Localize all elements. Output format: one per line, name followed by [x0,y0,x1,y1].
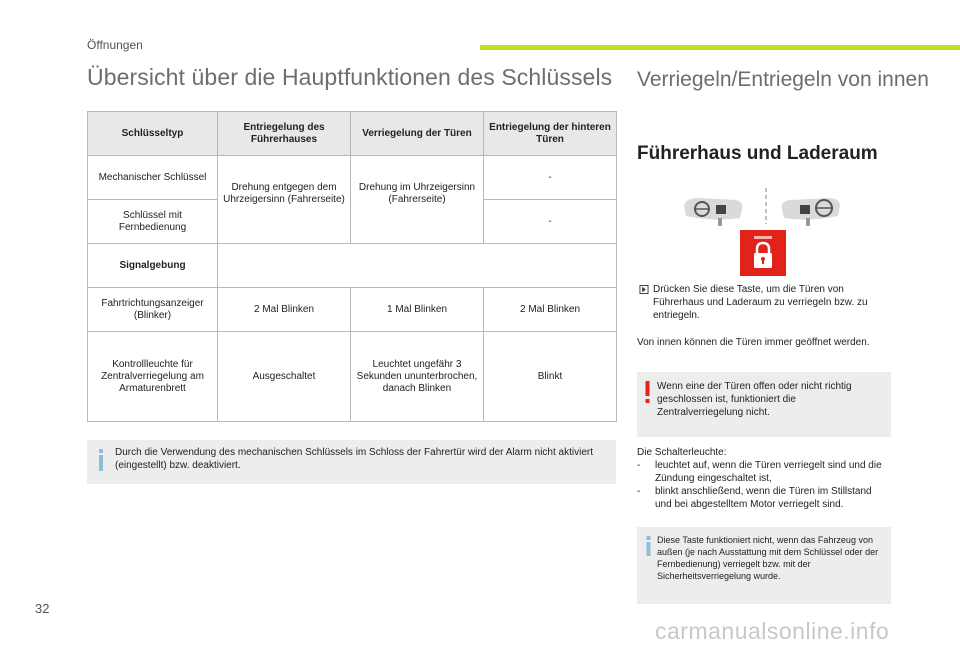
info-icon [97,449,105,471]
section-accent-bar [480,45,960,50]
dashboard-right-icon [782,198,840,226]
page-number: 32 [35,601,50,616]
warning-note [637,372,891,437]
arrow-bullet-icon [637,285,651,294]
warning-icon [645,381,650,403]
cell-signal-empty [218,244,617,288]
info-icon [645,536,652,556]
left-page-title: Übersicht über die Hauptfunktionen des Schlüssels [87,64,613,90]
cell-key-type: Schlüssel mit Fernbedienung [88,200,218,244]
list-dash: - [637,486,641,497]
table-row [88,244,617,288]
table-row [88,288,617,332]
section-label: Öffnungen [87,38,143,52]
lamp-description [637,446,891,511]
info-note-button [637,527,891,604]
cell-key-type: Fahrtrichtungsanzeiger (Blinker) [88,288,218,332]
cell-rear: Blinkt [484,332,617,422]
cell-merged-unlock: Drehung entgegen dem Uhrzeigersinn (Fahrerseite) [218,156,351,244]
list-item-text: leuchtet auf, wenn die Türen verriegelt sind und die Zündung eingeschaltet ist, [655,460,882,484]
table-row [88,156,617,200]
cell-unlock: 2 Mal Blinken [218,288,351,332]
key-functions-table [87,111,617,422]
info-note-text: Durch die Verwendung des mechanischen Schlüssels im Schloss der Fahrertür wird der Alarm nicht aktiviert (eingestellt) bzw. deaktiviert. [115,447,593,471]
cell-lock: Leuchtet ungefähr 3 Sekunden ununterbrochen, danach Blinken [351,332,484,422]
central-locking-illustration [674,188,849,278]
cell-merged-lock: Drehung im Uhrzeigersinn (Fahrerseite) [351,156,484,244]
lock-button-icon [740,230,786,276]
table-row [88,332,617,422]
cell-unlock: Ausgeschaltet [218,332,351,422]
list-dash: - [637,460,641,471]
col-header-unlock-rear: Entriegelung der hinteren Türen [484,112,617,156]
table-header-row [88,112,617,156]
cell-rear: 2 Mal Blinken [484,288,617,332]
col-header-unlock-cab: Entriegelung des Führerhauses [218,112,351,156]
watermark-text: carmanualsonline.info [655,618,890,644]
col-header-lock-doors: Verriegelung der Türen [351,112,484,156]
dashboard-left-icon [684,198,742,226]
always-openable-text: Von innen können die Türen immer geöffnet werden. [637,337,870,348]
list-item [637,459,891,485]
info-note-text: Diese Taste funktioniert nicht, wenn das Fahrzeug von außen (je nach Ausstattung mit dem Schlüssel oder der Fernbedienung) verriegelt bzw. mit der Sicherheitsverriegelung wurde. [657,535,879,581]
list-item [637,485,891,511]
cell-rear: - [484,200,617,244]
cell-key-type: Kontrollleuchte für Zentralverriegelung am Armaturenbrett [88,332,218,422]
right-subtitle: Führerhaus und Laderaum [637,143,878,164]
instruction-bullet [637,283,891,322]
list-item-text: blinkt anschließend, wenn die Türen im Stillstand und bei abgestelltem Motor verriegelt sind. [655,486,872,510]
cell-rear: - [484,156,617,200]
cell-signal-header: Signalgebung [88,244,218,288]
cell-key-type: Mechanischer Schlüssel [88,156,218,200]
warning-text: Wenn eine der Türen offen oder nicht richtig geschlossen ist, funktioniert die Zentralverriegelung nicht. [657,381,852,418]
col-header-key-type: Schlüsseltyp [88,112,218,156]
info-note-alarm [87,440,616,484]
right-page-title: Verriegeln/Entriegeln von innen [637,68,929,91]
instruction-text: Drücken Sie diese Taste, um die Türen von Führerhaus und Laderaum zu verriegeln bzw. zu entriegeln. [653,284,868,321]
cell-lock: 1 Mal Blinken [351,288,484,332]
lamp-intro: Die Schalterleuchte: [637,447,727,458]
